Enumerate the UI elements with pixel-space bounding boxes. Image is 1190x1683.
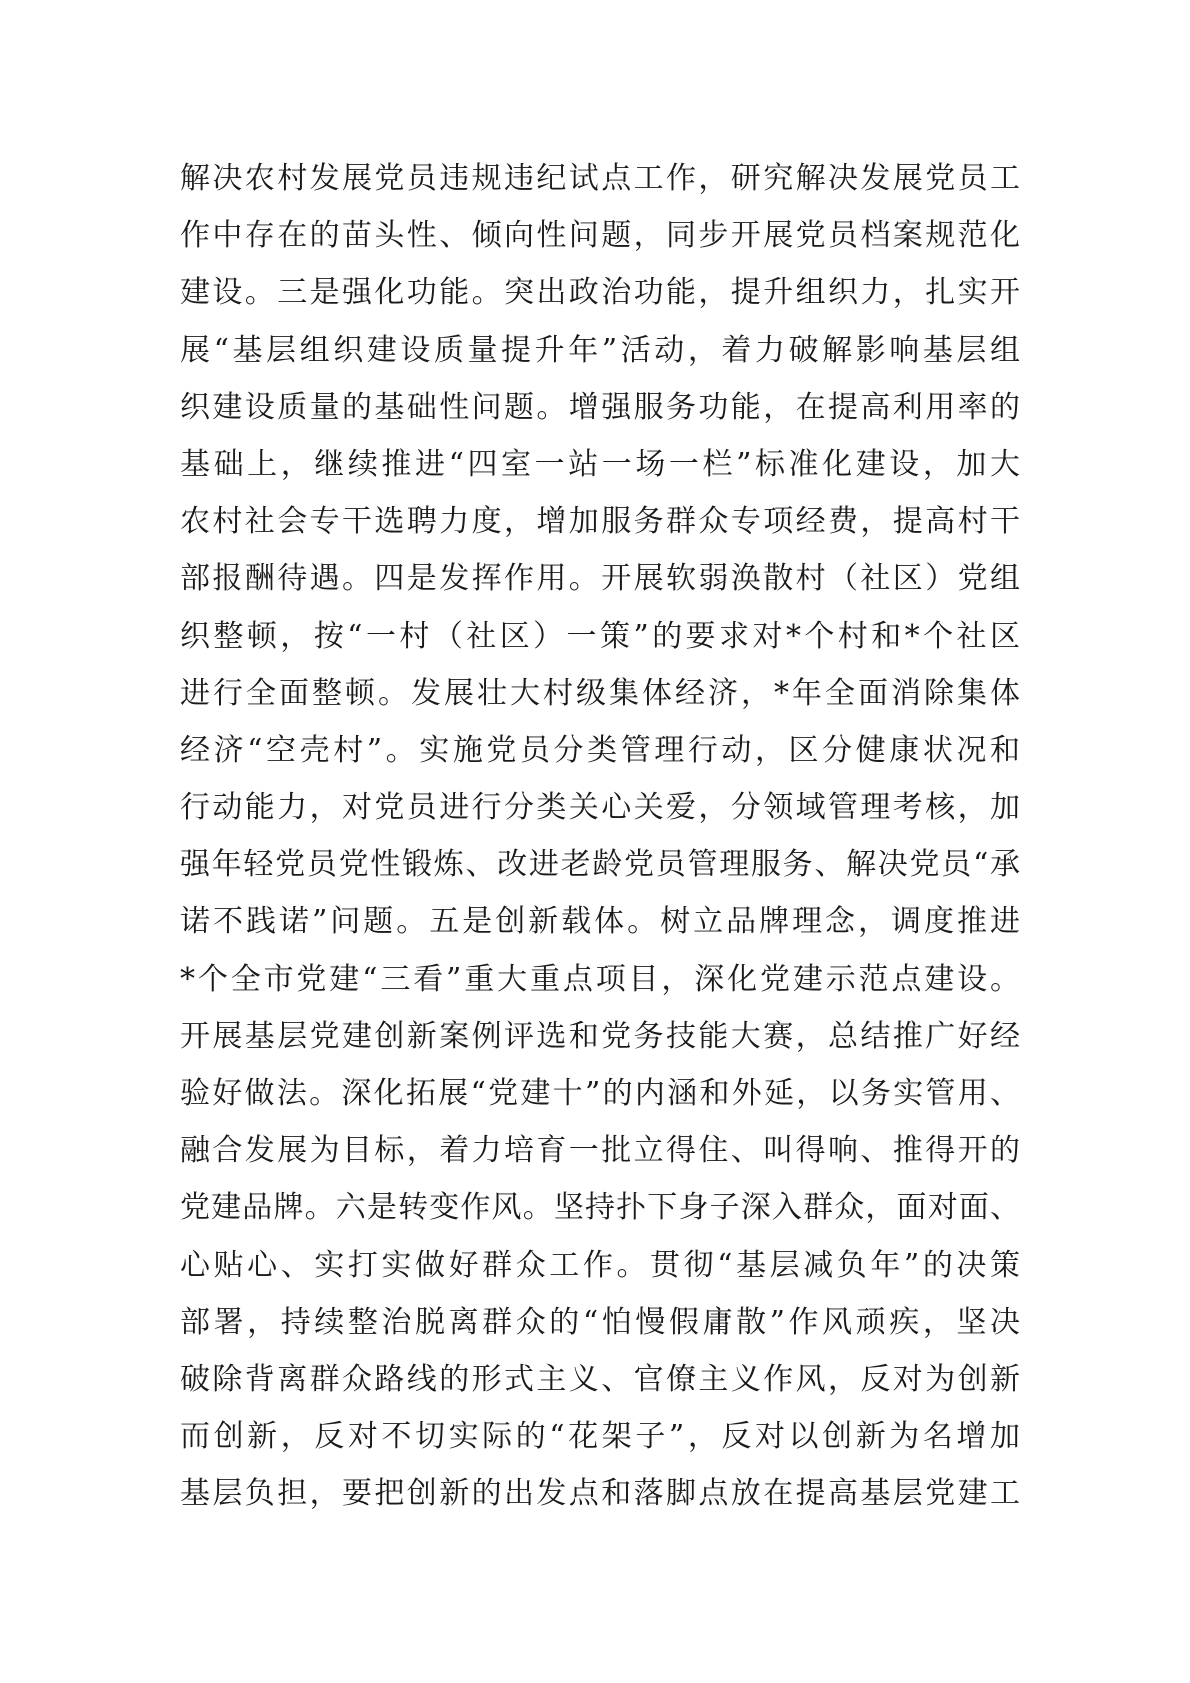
text-line: 心贴心、实打实做好群众工作。贯彻“基层减负年”的决策 [180, 1247, 1020, 1283]
text-line: 织整顿，按“一村（社区）一策”的要求对*个村和*个社区 [180, 618, 1020, 654]
text-line: 诺不践诺”问题。五是创新载体。树立品牌理念，调度推进 [180, 904, 1020, 940]
text-line: 解决农村发展党员违规违纪试点工作，研究解决发展党员工 [180, 161, 1020, 196]
text-line: 而创新，反对不切实际的“花架子”，反对以创新为名增加 [180, 1419, 1020, 1455]
text-line: 展“基层组织建设质量提升年”活动，着力破解影响基层组 [180, 332, 1020, 368]
text-line: 验好做法。深化拓展“党建十”的内涵和外延，以务实管用、 [180, 1076, 1020, 1111]
text-line: *个全市党建“三看”重大重点项目，深化党建示范点建设。 [180, 961, 1020, 997]
text-line: 进行全面整顿。发展壮大村级集体经济，*年全面消除集体 [180, 675, 1020, 711]
text-line: 基础上，继续推进“四室一站一场一栏”标准化建设，加大 [180, 446, 1020, 482]
text-line: 部署，持续整治脱离群众的“怕慢假庸散”作风顽疾，坚决 [180, 1304, 1020, 1340]
text-line: 融合发展为目标，着力培育一批立得住、叫得响、推得开的 [180, 1133, 1020, 1169]
text-line: 作中存在的苗头性、倾向性问题，同步开展党员档案规范化 [180, 218, 1020, 254]
text-line: 党建品牌。六是转变作风。坚持扑下身子深入群众，面对面、 [180, 1190, 1020, 1226]
text-line: 行动能力，对党员进行分类关心关爱，分领域管理考核，加 [180, 790, 1020, 826]
text-line: 基层负担，要把创新的出发点和落脚点放在提高基层党建工 [180, 1476, 1020, 1512]
text-line: 农村社会专干选聘力度，增加服务群众专项经费，提高村干 [180, 504, 1020, 540]
body-text [180, 150, 1020, 1523]
text-line: 部报酬待遇。四是发挥作用。开展软弱涣散村（社区）党组 [180, 561, 1020, 597]
text-line: 建设。三是强化功能。突出政治功能，提升组织力，扎实开 [180, 275, 1020, 311]
text-line: 开展基层党建创新案例评选和党务技能大赛，总结推广好经 [180, 1018, 1020, 1054]
text-line: 织建设质量的基础性问题。增强服务功能，在提高利用率的 [180, 389, 1020, 425]
text-line: 经济“空壳村”。实施党员分类管理行动，区分健康状况和 [180, 732, 1020, 768]
text-line: 破除背离群众路线的形式主义、官僚主义作风，反对为创新 [180, 1361, 1020, 1397]
text-line: 强年轻党员党性锻炼、改进老龄党员管理服务、解决党员“承 [180, 847, 1020, 883]
